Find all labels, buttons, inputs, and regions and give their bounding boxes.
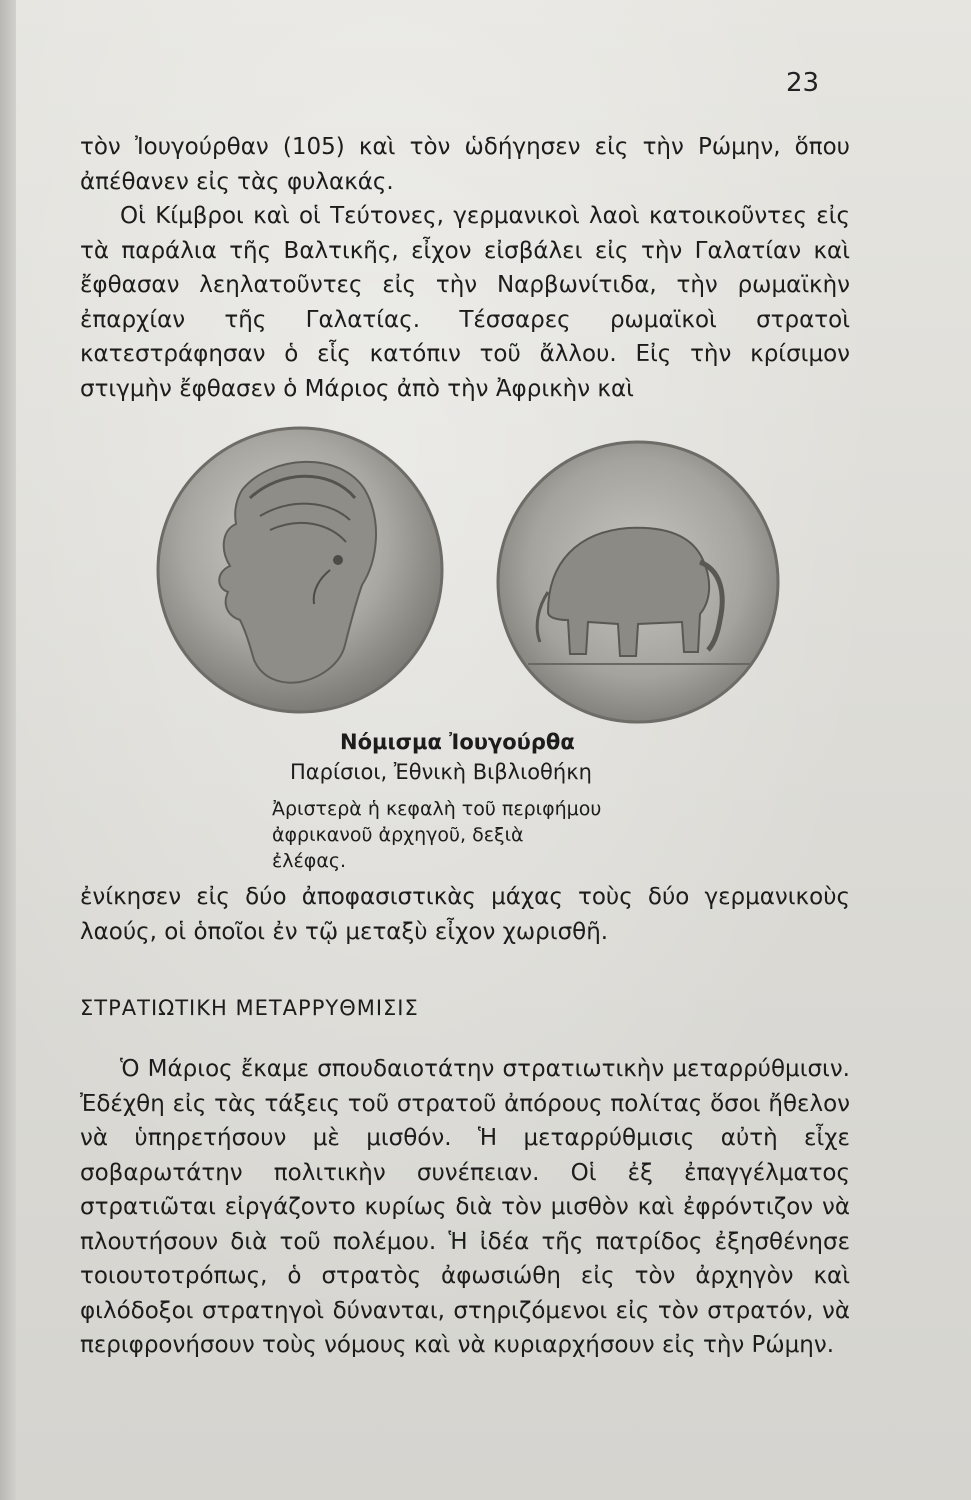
page-number: 23 bbox=[786, 68, 820, 98]
paragraph-middle: ἐνίκησεν εἰς δύο ἀποφασιστικὰς μάχας τοὺς δύο γερμανικοὺς λαούς, οἱ ὁποῖοι ἐν τῷ μεταξὺ εἶχον χωρισθῆ. bbox=[80, 884, 850, 945]
figure-caption-title: Νόμισμα Ἰουγούρθα bbox=[340, 730, 575, 754]
paragraph-top-text: τὸν Ἰουγούρθαν (105) καὶ τὸν ὡδήγησεν εἰς τὴν Ρώμην, ὅπου ἀπέθανεν εἰς τὰς φυλακάς. bbox=[80, 134, 850, 195]
coin-reverse-elephant bbox=[488, 432, 788, 732]
section-heading: ΣΤΡΑΤΙΩΤΙΚΗ ΜΕΤΑΡΡΥΘΜΙΣΙΣ bbox=[80, 996, 419, 1020]
paragraph-cimbri-text: Οἱ Κίμβροι καὶ οἱ Τεύτονες, γερμανικοὶ λαοὶ κατοικοῦντες εἰς τὰ παράλια τῆς Βαλτικῆς, εἶχον εἰσβάλει εἰς τὴν Γαλατίαν καὶ ἔφθασαν λεηλατοῦντες εἰς τὴν Ναρβωνίτιδα, τὴν ρωμαϊκὴν ἐπαρχίαν τῆς Γαλατίας. Τέσσαρες ρωμαϊκοὶ στρατοὶ κατεστράφησαν ὁ εἷς κατόπιν τοῦ ἄλλου. Εἰς τὴν κρίσιμον στιγμὴν ἔφθασεν ὁ Μάριος ἀπὸ τὴν Ἀφρικὴν καὶ bbox=[80, 203, 850, 402]
figure-caption-description: Ἀριστερὰ ἡ κεφαλὴ τοῦ περιφήμου ἀφρικανοῦ ἀρχηγοῦ, δεξιὰ ἐλέφας. bbox=[272, 798, 602, 872]
coin-obverse-head bbox=[150, 420, 450, 720]
paragraph-reform bbox=[80, 1052, 850, 1363]
page-spine-shadow bbox=[0, 0, 16, 1500]
figure-caption-location: Παρίσιοι, Ἐθνικὴ Βιβλιοθήκη bbox=[290, 760, 592, 784]
coin-figure bbox=[150, 420, 870, 740]
paragraph-top bbox=[80, 130, 850, 406]
paragraph-reform-text: Ὁ Μάριος ἔκαμε σπουδαιοτάτην στρατιωτικὴν μεταρρύθμισιν. Ἐδέχθη εἰς τὰς τάξεις τοῦ στρατοῦ ἀπόρους πολίτας ὅσοι ἤθελον νὰ ὑπηρετήσουν μὲ μισθόν. Ἡ μεταρρύθμισις αὐτὴ εἶχε σοβαρωτάτην πολιτικὴν συνέπειαν. Οἱ ἐξ ἐπαγγέλματος στρατιῶται εἰργάζοντο κυρίως διὰ τὸν μισθὸν καὶ ἐφρόντιζον νὰ πλουτήσουν διὰ τοῦ πολέμου. Ἡ ἰδέα τῆς πατρίδος ἐξησθένησε τοιουτοτρόπως, ὁ στρατὸς ἀφωσιώθη εἰς τὸν ἀρχηγὸν καὶ φιλόδοξοι στρατηγοὶ δύνανται, στηριζόμενοι εἰς τὸν στρατόν, νὰ περιφρονήσουν τοὺς νόμους καὶ νὰ κυριαρχήσουν εἰς τὴν Ρώμην. bbox=[80, 1056, 850, 1358]
